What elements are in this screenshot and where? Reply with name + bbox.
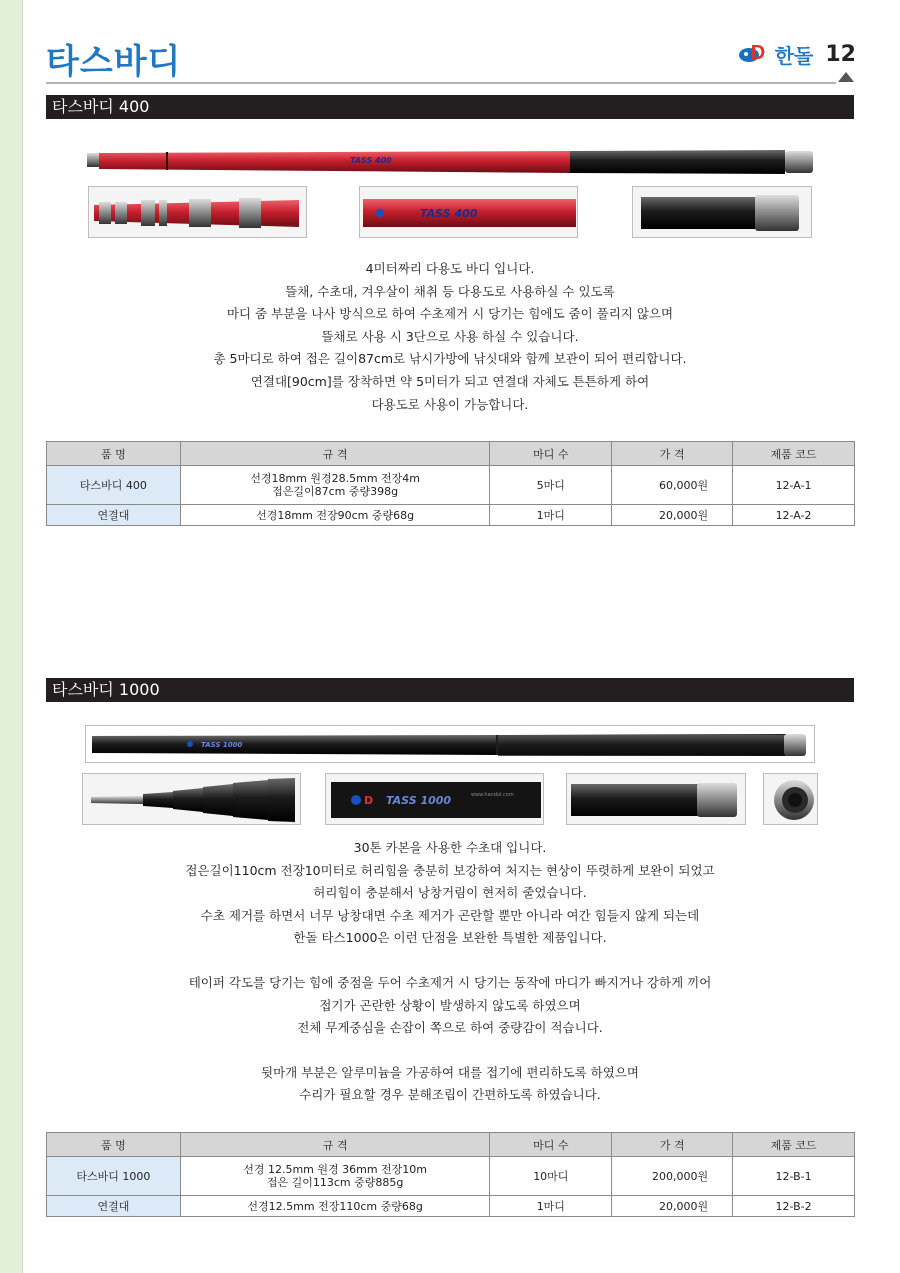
col-header: 가 격 xyxy=(612,1133,733,1157)
price: 20,000원 xyxy=(612,505,733,526)
product-code: 12-B-1 xyxy=(733,1157,855,1196)
desc-line: 뒷마개 부분은 알루미늄을 가공하여 대를 접기에 편리하도록 하였으며 xyxy=(261,1064,639,1080)
desc-line: 허리힘이 충분해서 낭창거림이 현저히 줄었습니다. xyxy=(313,885,587,901)
triangle-marker-icon xyxy=(838,72,854,82)
price: 20,000원 xyxy=(612,1196,733,1217)
rod-label: TASS 1000 xyxy=(201,741,243,749)
spec-line: 접은길이87cm 중량398g xyxy=(272,485,399,498)
rod-image-tass1000 xyxy=(85,725,815,763)
col-header: 품 명 xyxy=(47,442,181,466)
section-heading-tass1000: 타스바디 1000 xyxy=(46,678,854,702)
product-code: 12-A-2 xyxy=(733,505,855,526)
col-header: 마디 수 xyxy=(490,442,612,466)
brand-header xyxy=(739,40,856,69)
page-title: 타스바디 xyxy=(46,42,182,82)
product-spec xyxy=(180,1157,490,1196)
photo-rod-label: TASS 400 xyxy=(420,207,478,220)
handol-logo-icon: D xyxy=(739,45,769,65)
rod-image-tass400 xyxy=(85,140,815,184)
table-header-row xyxy=(47,442,855,466)
desc-gap xyxy=(46,950,854,972)
desc-line: 수초 제거를 하면서 너무 낭창대면 수초 제거가 곤란할 뿐만 아니라 여간 힘들지 않게 되는데 xyxy=(200,907,700,923)
section-count: 10마디 xyxy=(490,1157,612,1196)
col-header: 제품 코드 xyxy=(733,442,855,466)
desc-line: 뜰채로 사용 시 3단으로 사용 하실 수 있습니다. xyxy=(321,328,579,344)
product-name: 타스바디 1000 xyxy=(47,1157,181,1196)
col-header: 마디 수 xyxy=(490,1133,612,1157)
section-heading-tass400: 타스바디 400 xyxy=(46,95,854,119)
left-margin-strip xyxy=(0,0,23,1273)
col-header: 품 명 xyxy=(47,1133,181,1157)
photo-label-detail-1000 xyxy=(325,773,544,825)
table-row xyxy=(47,1196,855,1217)
photo-label-detail xyxy=(359,186,578,238)
desc-line: 접기가 곤란한 상황이 발생하지 않도록 하였으며 xyxy=(319,997,581,1013)
desc-gap xyxy=(46,1040,854,1062)
desc-line: 마디 줌 부분을 나사 방식으로 하여 수초제거 시 당기는 힘에도 줌이 풀리지 않으며 xyxy=(226,306,674,322)
photo-handle-detail xyxy=(566,773,746,825)
product-code: 12-B-2 xyxy=(733,1196,855,1217)
brand-name: 한돌 xyxy=(774,44,814,68)
rod-label: TASS 400 xyxy=(350,156,392,165)
photo-rod-url: www.handol.com xyxy=(471,792,514,798)
photo-joint-detail xyxy=(88,186,307,238)
svg-text:D: D xyxy=(364,794,374,807)
table-row xyxy=(47,1157,855,1196)
page-number: 12 xyxy=(825,42,856,67)
col-header: 규 격 xyxy=(180,442,490,466)
desc-line: 접은길이110cm 전장10미터로 허리힘을 충분히 보강하여 처지는 현상이 뚜렷하게 보완이 되었고 xyxy=(185,862,715,878)
table-header-row xyxy=(47,1133,855,1157)
desc-line: 테이퍼 각도를 당기는 힘에 중점을 두어 수초제거 시 당기는 동작에 마디가 빠지거나 강하게 끼어 xyxy=(188,974,712,990)
price: 200,000원 xyxy=(612,1157,733,1196)
spec-table-tass400 xyxy=(46,441,855,526)
desc-line: 다용도로 사용이 가능합니다. xyxy=(371,396,529,412)
desc-line: 총 5마디로 하여 접은 길이87cm로 낚시가방에 낚싯대와 함께 보관이 되어 편리합니다. xyxy=(213,351,687,367)
spec-line: 선경18mm 원경28.5mm 전장4m xyxy=(250,472,421,485)
product-name: 연결대 xyxy=(47,1196,181,1217)
col-header: 규 격 xyxy=(180,1133,490,1157)
photo-endcap-front xyxy=(763,773,818,825)
desc-line: 30톤 카본을 사용한 수초대 입니다. xyxy=(353,840,547,855)
product-spec: 선경12.5mm 전장110cm 중량68g xyxy=(180,1196,490,1217)
desc-line: 한돌 타스1000은 이런 단점을 보완한 특별한 제품입니다. xyxy=(293,930,607,946)
product-spec: 선경18mm 전장90cm 중량68g xyxy=(180,505,490,526)
desc-line: 뜰채, 수초대, 겨우살이 채취 등 다용도로 사용하실 수 있도록 xyxy=(285,283,615,299)
desc-line: 연결대[90cm]를 장착하면 약 5미터가 되고 연결대 자체도 튼튼하게 하여 xyxy=(250,373,650,389)
photo-rod-label: TASS 1000 xyxy=(386,794,452,807)
section-count: 5마디 xyxy=(490,466,612,505)
photo-taper-detail xyxy=(82,773,301,825)
desc-line: 수리가 필요할 경우 분해조립이 간편하도록 하였습니다. xyxy=(299,1087,601,1103)
product-code: 12-A-1 xyxy=(733,466,855,505)
description-tass1000 xyxy=(46,837,854,1107)
section-count: 1마디 xyxy=(490,1196,612,1217)
product-spec xyxy=(180,466,490,505)
desc-line: 4미터짜리 다용도 바디 입니다. xyxy=(365,261,535,276)
col-header: 제품 코드 xyxy=(733,1133,855,1157)
photo-endcap-detail xyxy=(632,186,812,238)
product-name: 연결대 xyxy=(47,505,181,526)
section-count: 1마디 xyxy=(490,505,612,526)
table-row xyxy=(47,466,855,505)
spec-table-tass1000 xyxy=(46,1132,855,1217)
description-tass400 xyxy=(46,258,854,416)
price: 60,000원 xyxy=(612,466,733,505)
product-name: 타스바디 400 xyxy=(47,466,181,505)
table-row xyxy=(47,505,855,526)
spec-line: 선경 12.5mm 원경 36mm 전장10m xyxy=(243,1163,428,1176)
col-header: 가 격 xyxy=(612,442,733,466)
desc-line: 전체 무게중심을 손잡이 쪽으로 하여 중량감이 적습니다. xyxy=(297,1020,603,1036)
title-divider xyxy=(46,82,836,84)
spec-line: 접은 길이113cm 중량885g xyxy=(266,1176,404,1189)
